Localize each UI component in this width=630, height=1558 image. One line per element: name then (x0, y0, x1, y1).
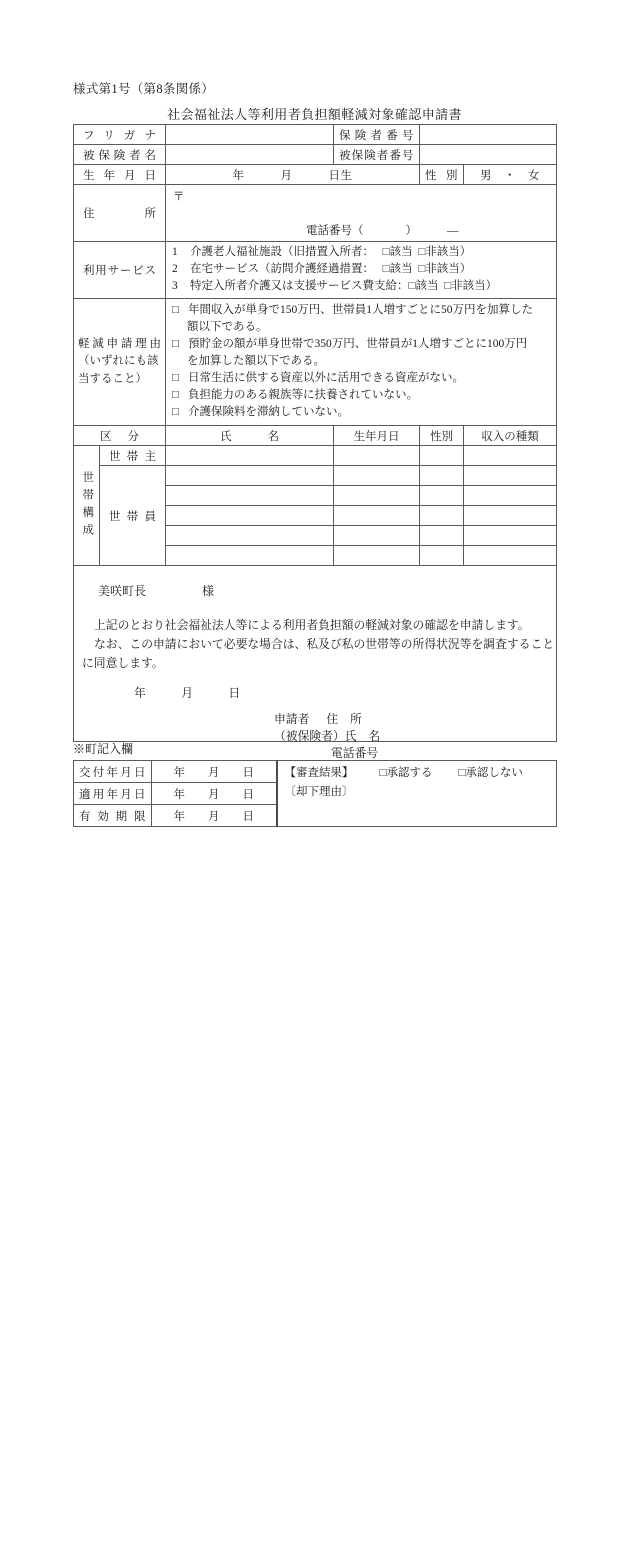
declaration-paragraph-2: なお、この申請において必要な場合は、私及び私の世帯等の所得状況等を調査すること (94, 637, 555, 652)
page-title: 社会福祉法人等利用者負担額軽減対象確認申請書 (167, 107, 462, 122)
household-col-birthdate: 生年月日 (334, 426, 420, 446)
furigana-label: フリガナ (74, 125, 166, 145)
household-col-category: 区分 (74, 426, 166, 446)
reason-item-3[interactable]: □ 日常生活に供する資産以外に活用できる資産がない。 (172, 372, 464, 385)
town-section-table (73, 760, 557, 827)
household-member-1-name[interactable] (166, 466, 334, 486)
insurer-number-input[interactable] (420, 125, 557, 145)
review-result-line (285, 764, 523, 780)
gender-label: 性別 (420, 165, 464, 185)
insurer-number-label: 保険者番号 (334, 125, 420, 145)
household-head-name[interactable] (166, 446, 334, 466)
household-member-1-gender[interactable] (420, 466, 464, 486)
household-col-gender: 性別 (420, 426, 464, 446)
declaration-date-field[interactable]: 年 月 日 (134, 686, 241, 701)
services-label: 利用サービス (74, 242, 166, 299)
household-member-3-birthdate[interactable] (334, 506, 420, 526)
row-furigana (74, 125, 557, 145)
household-member-4-name[interactable] (166, 526, 334, 546)
telephone-field[interactable]: 電話番号（ ） — (306, 225, 459, 237)
declaration-paragraph-3: に同意します。 (82, 656, 164, 671)
household-row-head (74, 446, 557, 466)
household-header-row (74, 426, 557, 446)
row-address (74, 185, 557, 242)
expiry-date-label: 有効期限 (74, 805, 152, 827)
rejection-reason-label: 〔却下理由〕 (284, 786, 354, 798)
reason-2-continued: を加算した額以下である。 (187, 355, 325, 368)
household-head-income-type[interactable] (464, 446, 557, 466)
declaration-addressee: 美咲町長 様 (98, 584, 215, 599)
signature-address-row[interactable]: 申請者 住 所 (274, 712, 362, 727)
household-member-5-birthdate[interactable] (334, 546, 420, 566)
town-row-issue-date (74, 761, 557, 783)
household-row-member-1 (74, 466, 557, 486)
service-1-not-applicable-checkbox[interactable]: □非該当） (418, 246, 472, 258)
insured-number-label: 被保険者番号 (334, 145, 420, 165)
service-2-not-applicable-checkbox[interactable]: □非該当） (418, 263, 472, 276)
household-section-label: 世帯構成 (74, 446, 100, 566)
insured-name-label: 被保険者名 (74, 145, 166, 165)
household-member-5-income-type[interactable] (464, 546, 557, 566)
row-reasons (74, 299, 557, 426)
effective-date-value[interactable]: 年 月 日 (152, 783, 277, 805)
reason-1-continued: 額以下である。 (187, 321, 268, 334)
address-label: 住所 (74, 185, 166, 242)
row-insured-name (74, 145, 557, 165)
household-member-2-birthdate[interactable] (334, 486, 420, 506)
household-head-label: 世帯主 (100, 446, 166, 466)
reason-item-1[interactable]: □ 年間収入が単身で150万円、世帯員1人増すごとに50万円を加算した (172, 304, 533, 317)
form-number: 様式第1号（第8条関係） (73, 82, 215, 96)
postal-mark-icon: 〒 (173, 191, 185, 203)
declaration-paragraph-1: 上記のとおり社会福祉法人等による利用者負担額の軽減対象の確認を申請します。 (94, 618, 530, 633)
signature-name-row[interactable]: （被保険者）氏 名 (274, 728, 381, 743)
household-col-income-type: 収入の種類 (464, 426, 557, 446)
reason-1-checkbox[interactable]: □ (172, 304, 179, 317)
gender-options[interactable]: 男 ・ 女 (464, 165, 557, 185)
expiry-date-value[interactable]: 年 月 日 (152, 805, 277, 827)
household-member-2-income-type[interactable] (464, 486, 557, 506)
reason-item-5[interactable]: □ 介護保険料を滞納していない。 (172, 406, 349, 419)
insured-name-input[interactable] (166, 145, 334, 165)
household-member-4-birthdate[interactable] (334, 526, 420, 546)
service-2-applicable-checkbox[interactable]: □該当 (382, 263, 413, 276)
household-col-name: 氏名 (166, 426, 334, 446)
row-declaration (74, 566, 557, 742)
household-member-1-birthdate[interactable] (334, 466, 420, 486)
signature-tel-row[interactable]: 電話番号 (331, 745, 379, 760)
reasons-checklist (166, 299, 557, 426)
row-birthdate (74, 165, 557, 185)
reason-2-checkbox[interactable]: □ (172, 338, 179, 351)
household-member-4-income-type[interactable] (464, 526, 557, 546)
furigana-input[interactable] (166, 125, 334, 145)
services-options (166, 242, 557, 299)
reasons-label: 軽減申請理由 （いずれにも該 当すること） (74, 299, 166, 426)
signature-block (274, 711, 380, 761)
service-item-3[interactable]: 3 特定入所者介護又は支援サービス費支給：□該当 □非該当） (172, 280, 498, 293)
reason-item-4[interactable]: □ 負担能力のある親族等に扶養されていない。 (172, 389, 418, 402)
reason-5-checkbox[interactable]: □ (172, 406, 179, 419)
household-head-birthdate[interactable] (334, 446, 420, 466)
issue-date-label: 交付年月日 (74, 761, 152, 783)
approve-checkbox[interactable]: □承認する (379, 767, 433, 779)
review-result-title: 【審査結果】 (284, 767, 354, 779)
birthdate-input[interactable]: 年 月 日生 (166, 165, 420, 185)
row-services (74, 242, 557, 299)
household-member-2-gender[interactable] (420, 486, 464, 506)
reject-checkbox[interactable]: □承認しない (458, 767, 523, 779)
reason-item-2[interactable]: □ 預貯金の額が単身世帯で350万円、世帯員が1人増すごとに100万円 (172, 338, 528, 351)
household-member-label: 世帯員 (100, 466, 166, 566)
review-result-cell (277, 761, 557, 827)
service-3-not-applicable-checkbox[interactable]: □非該当） (444, 280, 498, 293)
household-member-1-income-type[interactable] (464, 466, 557, 486)
address-input[interactable] (166, 185, 557, 242)
household-member-3-income-type[interactable] (464, 506, 557, 526)
household-head-gender[interactable] (420, 446, 464, 466)
household-member-3-name[interactable] (166, 506, 334, 526)
service-item-1[interactable]: 1 介護老人福祉施設（旧措置入所者： □該当 □非該当） (172, 246, 472, 258)
issue-date-value[interactable]: 年 月 日 (152, 761, 277, 783)
reason-3-checkbox[interactable]: □ (172, 372, 179, 385)
service-1-applicable-checkbox[interactable]: □該当 (382, 246, 413, 258)
town-section-note: ※町記入欄 (73, 742, 134, 756)
effective-date-label: 適用年月日 (74, 783, 152, 805)
reason-4-checkbox[interactable]: □ (172, 389, 179, 402)
household-member-5-name[interactable] (166, 546, 334, 566)
household-member-3-gender[interactable] (420, 506, 464, 526)
household-member-2-name[interactable] (166, 486, 334, 506)
service-3-applicable-checkbox[interactable]: □該当 (408, 280, 439, 293)
service-item-2[interactable]: 2 在宅サービス（訪問介護経過措置： □該当 □非該当） (172, 263, 472, 276)
insured-number-input[interactable] (420, 145, 557, 165)
household-member-4-gender[interactable] (420, 526, 464, 546)
birthdate-label: 生年月日 (74, 165, 166, 185)
household-member-5-gender[interactable] (420, 546, 464, 566)
